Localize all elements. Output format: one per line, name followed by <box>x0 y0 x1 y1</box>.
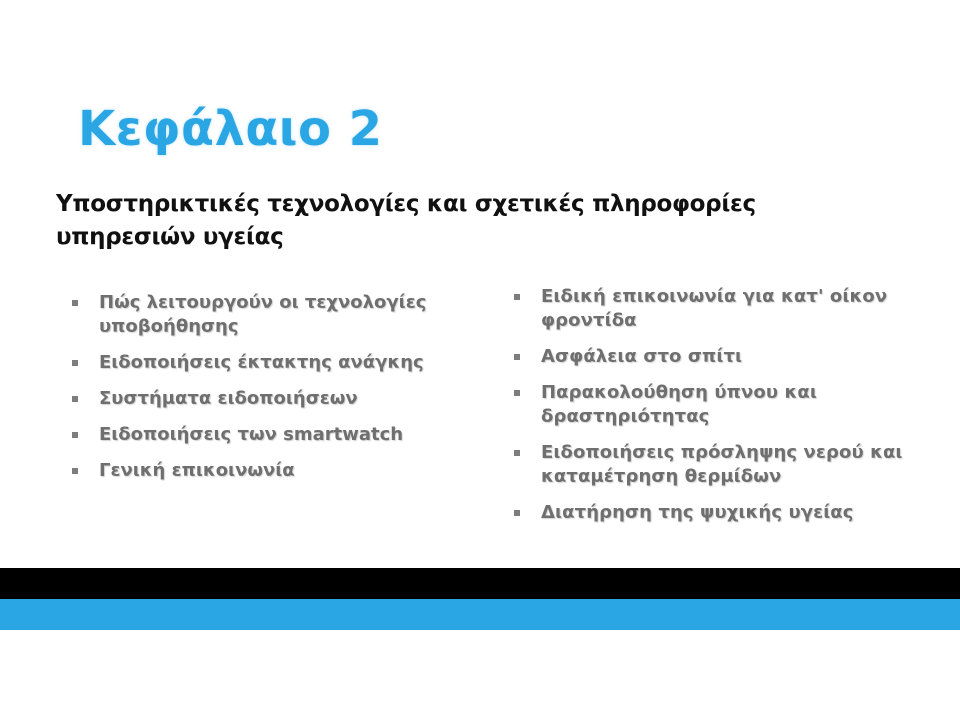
slide-subtitle: Υποστηρικτικές τεχνολογίες και σχετικές πληροφορίες υπηρεσιών υγείας <box>56 191 756 250</box>
list-item-text: Ειδοποιήσεις έκτακτης ανάγκης <box>99 352 424 373</box>
list-item <box>514 501 924 525</box>
square-bullet-icon <box>72 468 78 474</box>
square-bullet-icon <box>514 510 520 516</box>
list-item <box>72 387 452 411</box>
list-item <box>514 381 924 429</box>
list-item <box>72 423 452 447</box>
list-item <box>72 351 452 375</box>
list-item-text: Συστήματα ειδοποιήσεων <box>99 388 358 409</box>
list-item-text: Ειδική επικοινωνία για κατ' οίκον φροντίδα <box>541 286 888 331</box>
list-item-text: Ειδοποιήσεις πρόσληψης νερού και καταμέτρηση θερμίδων <box>541 442 903 487</box>
slide-title: Κεφάλαιο 2 <box>78 101 383 157</box>
list-item <box>514 285 924 333</box>
list-item <box>72 459 452 483</box>
footer-blue-band <box>0 599 960 630</box>
square-bullet-icon <box>514 354 520 360</box>
list-item <box>72 291 452 339</box>
square-bullet-icon <box>72 396 78 402</box>
square-bullet-icon <box>514 450 520 456</box>
right-bullet-list <box>514 285 924 537</box>
left-bullet-list <box>72 291 452 495</box>
list-item-text: Ειδοποιήσεις των smartwatch <box>99 424 404 445</box>
square-bullet-icon <box>514 390 520 396</box>
square-bullet-icon <box>72 432 78 438</box>
list-item-text: Γενική επικοινωνία <box>99 460 295 481</box>
list-item <box>514 345 924 369</box>
list-item-text: Παρακολούθηση ύπνου και δραστηριότητας <box>541 382 817 427</box>
footer-black-band <box>0 568 960 599</box>
square-bullet-icon <box>72 360 78 366</box>
square-bullet-icon <box>514 294 520 300</box>
square-bullet-icon <box>72 300 78 306</box>
list-item-text: Διατήρηση της ψυχικής υγείας <box>541 502 854 523</box>
list-item-text: Πώς λειτουργούν οι τεχνολογίες υποβοήθησης <box>99 292 427 337</box>
list-item-text: Ασφάλεια στο σπίτι <box>541 346 743 367</box>
list-item <box>514 441 924 489</box>
